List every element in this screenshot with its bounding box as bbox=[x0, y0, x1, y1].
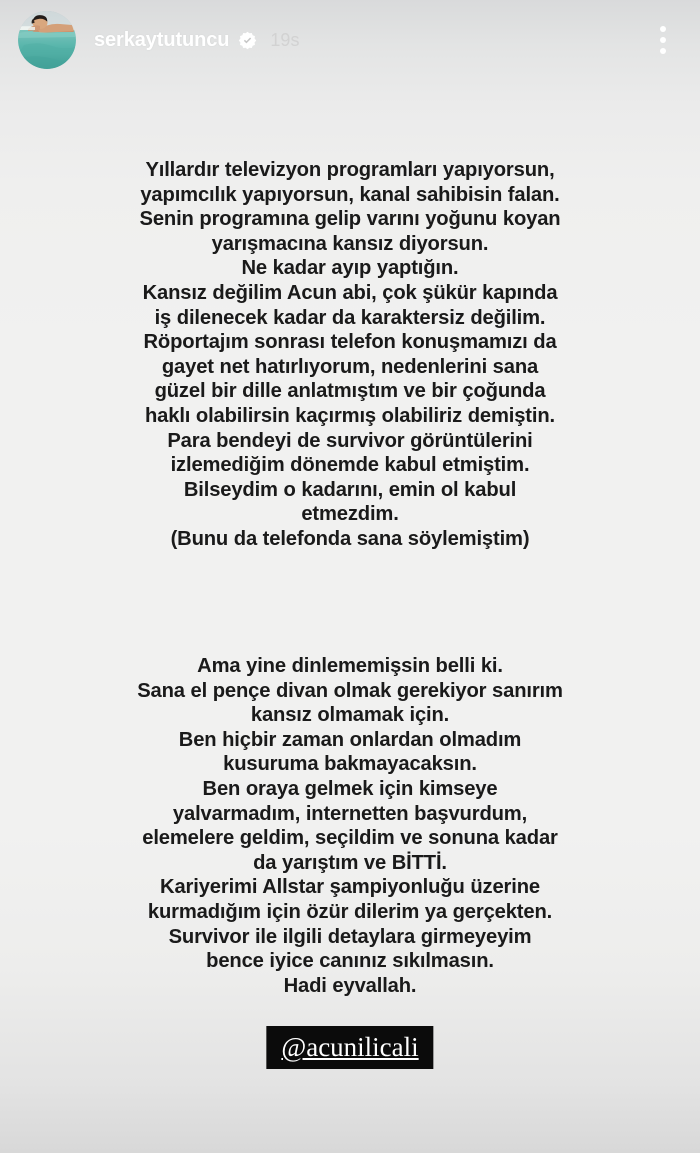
story-text-line: güzel bir dille anlatmıştım ve bir çoğunda bbox=[154, 380, 546, 403]
more-options-icon[interactable] bbox=[648, 23, 678, 57]
story-text-line: Yıllardır televizyon programları yapıyorsun, bbox=[145, 159, 555, 181]
mention-handle-label[interactable]: @acunilicali bbox=[281, 1032, 419, 1062]
story-text-line: gayet net hatırlıyorum, nedenlerini sana bbox=[161, 355, 539, 378]
timestamp-label: 19s bbox=[270, 29, 300, 50]
username-label[interactable]: serkaytutuncu bbox=[94, 28, 230, 51]
story-text-block-one bbox=[135, 158, 565, 552]
story-text-line: izlemediğim dönemde kabul etmiştim. bbox=[170, 454, 530, 477]
story-text-line: Senin programına gelip varını yoğunu koyan bbox=[139, 208, 561, 231]
header-meta bbox=[94, 29, 648, 52]
story-text-line: kurmadığım için özür dilerim ya gerçekten. bbox=[147, 900, 553, 923]
story-text-line: haklı olabilirsin kaçırmış olabiliriz demiştin. bbox=[145, 404, 555, 427]
story-text-line: Hadi eyvallah. bbox=[283, 974, 417, 997]
story-text-line: (Bunu da telefonda sana söylemiştim) bbox=[170, 527, 530, 550]
more-dot bbox=[660, 48, 666, 54]
story-text-line: etmezdim. bbox=[301, 503, 399, 526]
story-text-line: Ne kadar ayıp yaptığın. bbox=[241, 257, 459, 280]
story-text-line: kusuruma bakmayacaksın. bbox=[223, 753, 477, 776]
story-text-line: Röportajım sonrası telefon konuşmamızı da bbox=[143, 331, 557, 354]
story-text-line: yarışmacına kansız diyorsun. bbox=[211, 232, 489, 255]
story-text-line: Ben oraya gelmek için kimseye bbox=[202, 777, 498, 800]
story-text-block-two bbox=[135, 654, 565, 998]
story-text-line: yapımcılık yapıyorsun, kanal sahibisin falan. bbox=[140, 183, 560, 206]
story-text-line: Survivor ile ilgili detaylara girmeyeyim bbox=[168, 925, 532, 948]
story-text-line: yalvarmadım, internetten başvurdum, bbox=[172, 802, 528, 825]
story-text-line: Ama yine dinlememişsin belli ki. bbox=[197, 655, 503, 677]
story-text-line: bence iyice canınız sıkılmasın. bbox=[206, 950, 494, 973]
story-text-line: Kariyerimi Allstar şampiyonluğu üzerine bbox=[160, 876, 540, 899]
avatar-photo bbox=[18, 11, 76, 69]
more-dot bbox=[660, 37, 666, 43]
story-text-line: iş dilenecek kadar da karaktersiz değilim. bbox=[154, 306, 546, 329]
avatar[interactable] bbox=[18, 11, 76, 69]
story-text-line: Kansız değilim Acun abi, çok şükür kapında bbox=[142, 281, 558, 304]
story-text-line: elemelere geldim, seçildim ve sonuna kadar bbox=[142, 827, 558, 850]
story-text-line: Sana el pençe divan olmak gerekiyor sanırım bbox=[137, 679, 563, 702]
story-text-line: Para bendeyi de survivor görüntülerini bbox=[167, 429, 533, 452]
verified-badge-icon bbox=[238, 31, 257, 50]
story-text-line: Bilseydim o kadarını, emin ol kabul bbox=[183, 478, 517, 501]
story-text-line: kansız olmamak için. bbox=[250, 704, 450, 727]
story-text-line: da yarıştım ve BİTTİ. bbox=[253, 851, 447, 874]
story-text-line: Ben hiçbir zaman onlardan olmadım bbox=[178, 728, 522, 751]
mention-sticker[interactable] bbox=[266, 1026, 433, 1069]
more-dot bbox=[660, 26, 666, 32]
story-header bbox=[0, 0, 700, 80]
